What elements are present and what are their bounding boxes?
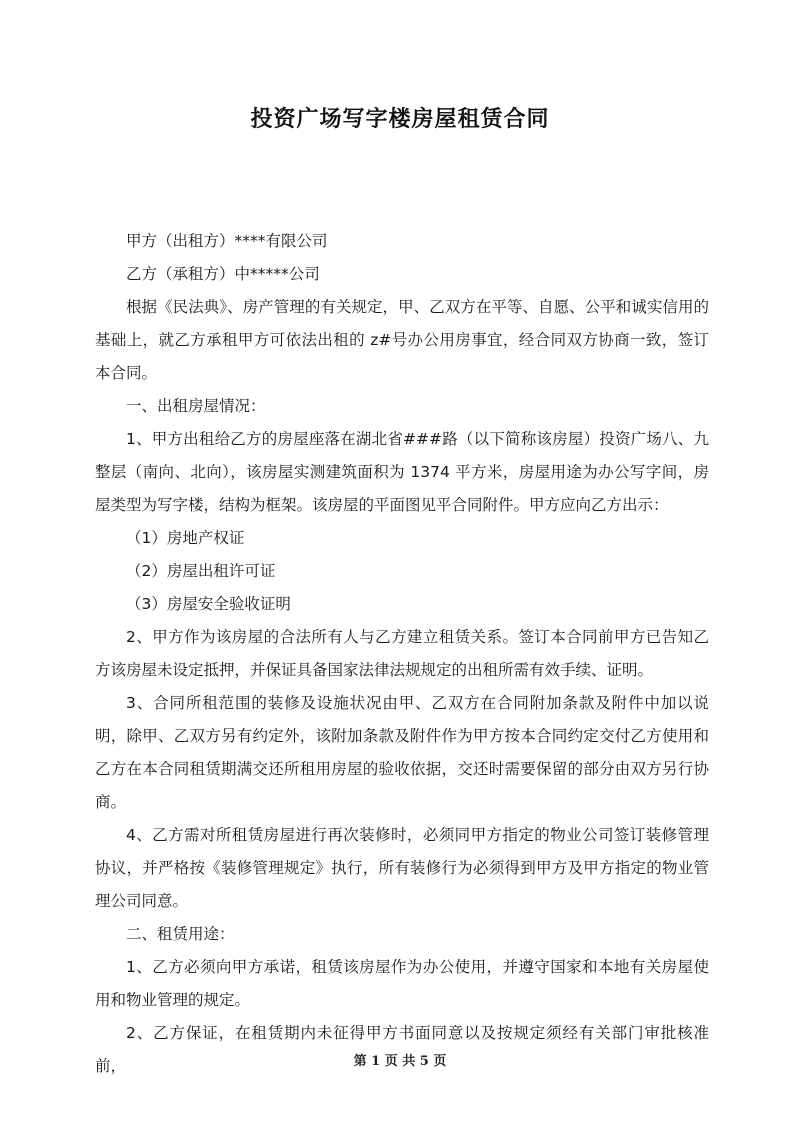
- paragraph-clause: 3、合同所租范围的装修及设施状况由甲、乙双方在合同附加条款及附件中加以说明，除甲、乙双方另有约定外，该附加条款及附件作为甲方按本合同约定交付乙方使用和乙方在本合同租赁期满交还所租用房屋的验收依据，交还时需要保留的部分由双方另行协商。: [95, 694, 709, 811]
- paragraph-preamble: 根据《民法典》、房产管理的有关规定，甲、乙双方在平等、自愿、公平和诚实信用的基础上，就乙方承租甲方可依法出租的 z#号办公用房事宜，经合同双方协商一致，签订本合同。: [95, 298, 709, 382]
- list-item: （1）房地产权证: [126, 529, 245, 547]
- paragraph-clause: 4、乙方需对所租赁房屋进行再次装修时，必须同甲方指定的物业公司签订装修管理协议，并严格按《装修管理规定》执行，所有装修行为必须得到甲方及甲方指定的物业管理公司同意。: [95, 826, 709, 910]
- list-item: （2）房屋出租许可证: [126, 562, 276, 580]
- paragraph-clause: 1、乙方必须向甲方承诺，租赁该房屋作为办公使用，并遵守国家和本地有关房屋使用和物业管理的规定。: [95, 958, 709, 1009]
- paragraph-clause: 1、甲方出租给乙方的房屋座落在湖北省###路（以下简称该房屋）投资广场八、九整层（南向、北向），该房屋实测建筑面积为 1374 平方米，房屋用途为办公写字间，房屋类型为写字楼，结构为框架。该房屋的平面图见平合同附件。甲方应向乙方出示：: [95, 430, 709, 514]
- paragraph-party-b: 乙方（承租方）中*****公司: [126, 265, 320, 283]
- section-heading: 一、出租房屋情况：: [126, 397, 266, 415]
- document-body: [95, 225, 709, 1083]
- paragraph-clause: 2、乙方保证，在租赁期内未征得甲方书面同意以及按规定须经有关部门审批核准前，: [95, 1024, 709, 1075]
- paragraph-clause: 2、甲方作为该房屋的合法所有人与乙方建立租赁关系。签订本合同前甲方已告知乙方该房屋未设定抵押，并保证具备国家法律法规规定的出租所需有效手续、证明。: [95, 628, 709, 679]
- document-title: 投资广场写字楼房屋租赁合同: [250, 107, 550, 132]
- section-heading: 二、租赁用途：: [126, 925, 235, 943]
- paragraph-party-a: 甲方（出租方）****有限公司: [126, 232, 328, 250]
- list-item: （3）房屋安全验收证明: [126, 595, 291, 613]
- page-number-footer: 第 1 页 共 5 页: [353, 1054, 447, 1069]
